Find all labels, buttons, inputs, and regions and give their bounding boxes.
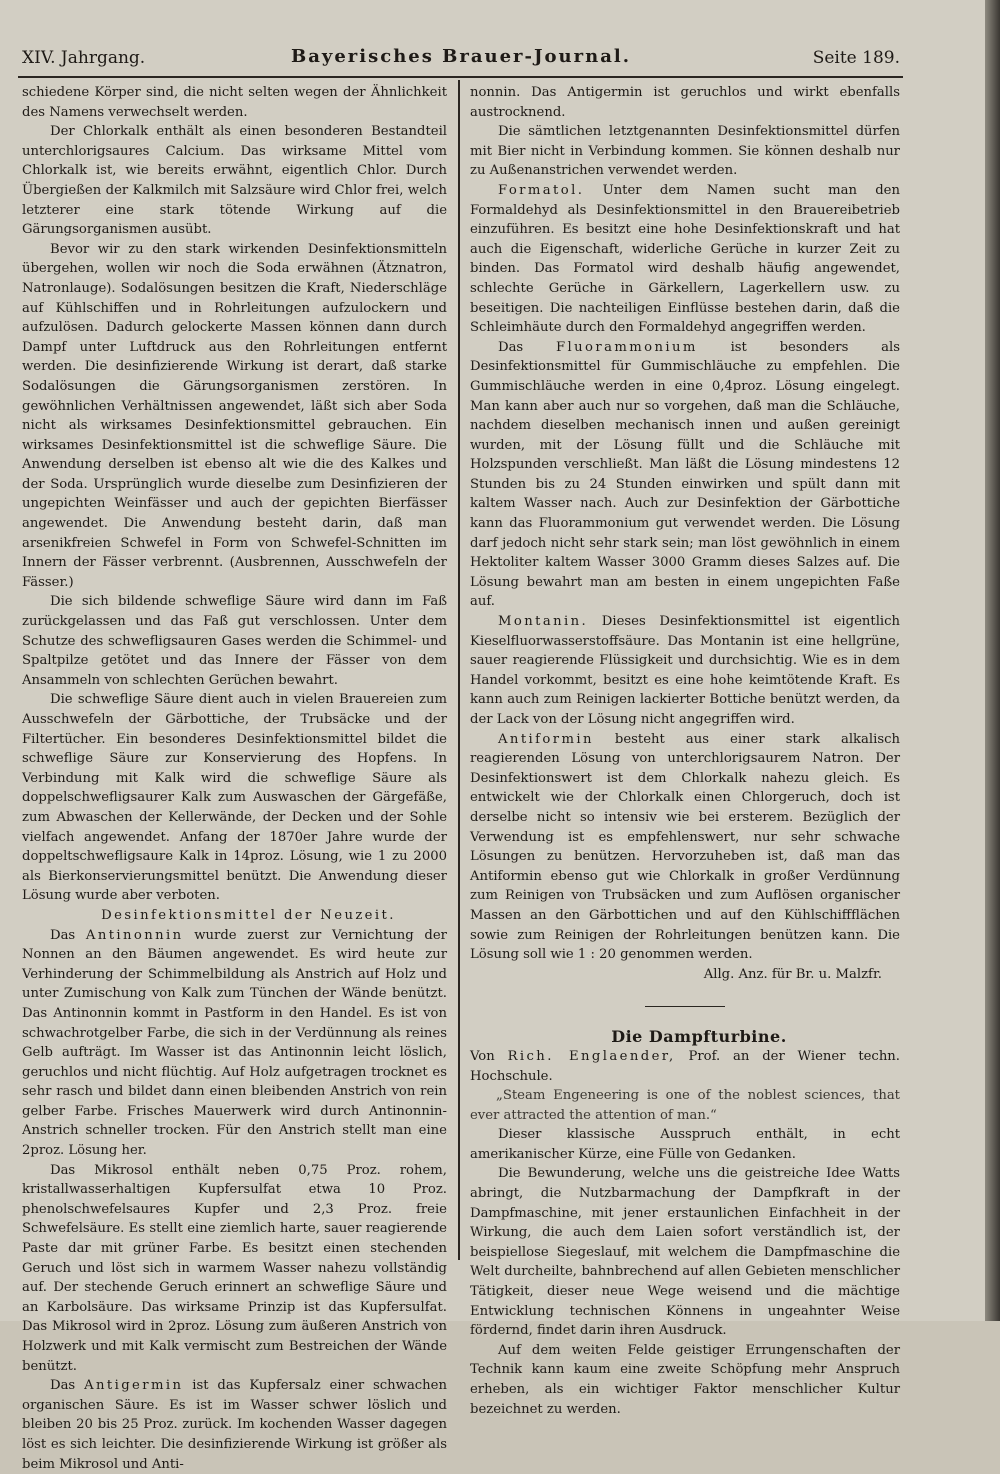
paragraph-lead: Das [50,927,76,943]
right-column [470,83,900,1419]
term-antigermin: Antigermin [84,1378,184,1394]
byline-author: Rich. Englaender, [507,1048,676,1064]
paragraph-lead: Das [50,1378,76,1394]
paragraph-text: besteht aus einer stark alkalisch reagierenden Lösung von unterchlorigsaurem Natron. Der Desinfektionswert ist dem Chlorkalk nahezu gleich. Es entwickelt wie der Chlorkalk einen Chlorgeruch, doch ist derselbe nicht so intensiv wie bei ersterem. Bezüglich der Verwendung ist es empfehlenswert, nur sehr schwache Lösungen zu benützen. Hervorzuheben ist, daß man das Antiformin ebenso gut wie Chlorkalk in großer Verdünnung zum Reinigen von Trubsäcken und zum Auflösen organischer Massen an den Gärbottichen und auf den Kühlschiffflächen sowie zum Reinigen der Rohrleitungen benützen kann. Die Lösung soll wie 1 : 20 genommen werden. [470,731,900,963]
source-signature: Allg. Anz. für Br. u. Malzfr. [703,966,882,982]
paragraph-aussenanstriche: Die sämtlichen letztgenannten Desinfektionsmittel dürfen mit Bier nicht in Verbindung kommen. Sie können deshalb nur zu Außenanstrichen verwendet werden. [470,124,900,179]
volume-label: XIV. Jahrgang. [22,48,146,68]
paragraph: schiedene Körper sind, die nicht selten wegen der Ähnlichkeit des Namens verwechselt werden. [22,85,447,120]
paragraph-montanin [470,612,900,730]
paragraph-formatol [470,181,900,338]
paragraph-ausschwefeln: Die schweflige Säure dient auch in vielen Brauereien zum Ausschwefeln der Gärbottiche, der Trubsäcke und der Filtertücher. Ein besonderes Desinfektionsmittel bildet die schweflige Säure zur Konservierung des Hopfens. In Verbindung mit Kalk wird die schweflige Säure als doppelschwefligsaurer Kalk zum Auswaschen der Gärgefäße, zum Abwaschen der Kellerwände, der Decken und der Sohle vielfach angewendet. Anfang der 1870er Jahre wurde der doppeltschwefligsaure Kalk in 14proz. Lösung, wie 1 zu 2000 als Bierkonservierungsmittel benützt. Die Anwendung dieser Lösung wurde aber verboten. [22,692,447,904]
paragraph-mikrosol: Das Mikrosol enthält neben 0,75 Proz. rohem, kristallwasserhaltigen Kupfersulfat etwa 10 Proz. phenolschwefelsaures Kupfer und 2,3 Proz. freie Schwefelsäure. Es stellt eine ziemlich harte, sauer reagierende Paste dar mit grüner Farbe. Es besitzt einen stechenden Geruch und löst sich in warmem Wasser nahezu vollständig auf. Der stechende Geruch erinnert an schweflige Säure und an Karbolsäure. Das wirksame Prinzip ist das Kupfersulfat. Das Mikrosol wird in 2proz. Lösung zum äußeren Anstrich von Holzwerk und mit Kalk vermischt zum Bestreichen der Wände benützt. [22,1162,447,1374]
epigraph-quote: „Steam Engeneering is one of the noblest sciences, that ever attracted the attention of man.“ [470,1088,900,1123]
page-number: Seite 189. [812,48,900,68]
journal-title: Bayerisches Brauer-Journal. [291,46,631,67]
paragraph-antinonnin [22,926,447,1161]
term-montanin: Montanin. [498,614,589,630]
term-antiformin: Antiformin [498,731,594,747]
paragraph-lead: Das [498,339,524,355]
section-heading: Desinfektionsmittel der Neuzeit. [101,907,396,923]
paragraph-text: ist das Kupfersalz einer schwachen organischen Säure. Es ist im Wasser schwer löslich und bleiben 20 bis 25 Proz. zurück. Im kochenden Wasser dagegen löst es sich leichter. Die desinfizierende Wirkung ist größer als beim Mikrosol und Anti- [22,1378,447,1472]
left-column [22,83,447,1474]
header-rule [18,76,903,78]
paragraph: nonnin. Das Antigermin ist geruchlos und wirkt ebenfalls austrocknend. [470,85,900,120]
term-fluorammonium: Fluorammonium [555,339,698,355]
page-edge-shadow [985,0,1000,1321]
term-formatol: Formatol. [498,182,585,198]
article-divider [645,1006,725,1007]
byline [470,1047,900,1086]
paragraph-schweflige-saeure: Die sich bildende schweflige Säure wird dann im Faß zurückgelassen und das Faß gut verschlossen. Unter dem Schutze des schwefligsauren Gases werden die Schimmel- und Spaltpilze getötet und das Innere der Fässer von dem Ansammeln von schlechten Gerüchen bewahrt. [22,594,447,688]
paragraph-chlorkalk: Der Chlorkalk enthält als einen besonderen Bestandteil unterchlorigsaures Calcium. Das wirksame Mittel vom Chlorkalk ist, wie bereits erwähnt, eigentlich Chlor. Durch Übergießen der Kalkmilch mit Salzsäure wird Chlor frei, welch letzterer eine stark tötende Wirkung auf die Gärungsorganismen ausübt. [22,124,447,238]
paragraph-text: ist besonders als Desinfektionsmittel für Gummischläuche zu empfehlen. Die Gummischläuche werden in eine 0,4proz. Lösung eingelegt. Man kann aber auch nur so vorgehen, daß man die Schläuche, nachdem dieselben mechanisch innen und außen gereinigt wurden, mit der Lösung füllt und die Schläuche mit Holzspunden verschließt. Man läßt die Lösung mindestens 12 Stunden bis zu 24 Stunden einwirken und spült dann mit kaltem Wasser nach. Auch zur Desinfektion der Gärbottiche kann das Fluorammonium gut verwendet werden. Die Lösung darf jedoch nicht sehr stark sein; man löst gewöhnlich in einem Hektoliter kaltem Wasser 3000 Gramm dieses Salzes auf. Die Lösung bewahrt man am besten in einem ungepichten Faße auf. [470,339,900,610]
paragraph-antiformin [470,730,900,965]
paragraph-soda: Bevor wir zu den stark wirkenden Desinfektionsmitteln übergehen, wollen wir noch die Soda erwähnen (Ätznatron, Natronlauge). Sodalösungen besitzen die Kraft, Niederschläge auf Kühlschiffen und in Rohrleitungen aufzulockern und aufzulösen. Dadurch gelockerte Massen können dann durch Dampf unter Luftdruck aus den Rohrleitungen entfernt werden. Die desinfizierende Wirkung ist derart, daß starke Sodalösungen die Gärungsorganismen zerstören. In gewöhnlichen Verhältnissen angewendet, läßt sich aber Soda nicht als wirksames Desinfektionsmittel gebrauchen. Ein wirksames Desinfektionsmittel ist die schweflige Säure. Die Anwendung derselben ist ebenso alt wie die des Kalkes und der Soda. Ursprünglich wurde dieselbe zum Desinfizieren der ungepichten Weinfässer und auch der gepichten Bierfässer angewendet. Die Anwendung besteht darin, daß man arsenikfreien Schwefel in Form von Schwefel-Schnitten im Innern der Fässer verbrennt. (Ausbrennen, Ausschwefeln der Fässer.) [22,241,447,590]
paragraph-text: Unter dem Namen sucht man den Formaldehyd als Desinfektionsmittel in den Brauereibetrieb einzuführen. Es besitzt eine hohe Desinfektionskraft und hat auch die Eigenschaft, widerliche Gerüche in kurzer Zeit zu binden. Das Formatol wird deshalb häufig angewendet, schlechte Gerüche in Gärkellern, Lagerkellern usw. zu beseitigen. Die nachteiligen Einflüsse bestehen darin, daß die Schleimhäute durch den Formaldehyd angegriffen werden. [470,182,900,336]
paragraph-antigermin [22,1376,447,1474]
article-title: Die Dampfturbine. [611,1027,787,1047]
paragraph-fluorammonium [470,338,900,612]
paragraph-technik: Auf dem weiten Felde geistiger Errungenschaften der Technik kann kaum eine zweite Schöpfung mehr Anspruch erheben, als ein wichtiger Faktor menschlicher Kultur bezeichnet zu werden. [470,1342,900,1417]
byline-affiliation: Prof. an der Wiener techn. Hochschule. [470,1048,900,1084]
paragraph-text: Dieses Desinfektionsmittel ist eigentlich Kieselfluorwasserstoffsäure. Das Montanin ist eine hellgrüne, sauer reagierende Flüssigkeit und durchsichtig. Wie es in dem Handel vorkommt, besitzt es eine hohe keimtötende Kraft. Es kann auch zum Reinigen lackierter Bottiche benützt werden, da der Lack von der Lösung nicht angegriffen wird. [470,614,901,727]
column-divider [458,80,460,1260]
paragraph-text: wurde zuerst zur Vernichtung der Nonnen an den Bäumen angewendet. Es wird heute zur Verhinderung der Schimmelbildung als Anstrich auf Holz und unter Zumischung von Kalk zum Tünchen der Wände benützt. Das Antinonnin kommt in Pastform in den Handel. Es ist von schwachrotgelber Farbe, die sich in der Verdünnung als reines Gelb aufträgt. Im Wasser ist das Antinonnin leicht löslich, geruchlos und nicht flüchtig. Auf Holz aufgetragen trocknet es sehr rasch und bildet dann einen bleibenden Anstrich von rein gelber Farbe. Frisches Mauerwerk wird durch Antinonnin-Anstrich schneller trocken. Für den Anstrich stellt man eine 2proz. Lösung her. [22,927,447,1159]
byline-prefix: Von [470,1048,495,1064]
paragraph-watt: Die Bewunderung, welche uns die geistreiche Idee Watts abringt, die Nutzbarmachung der Dampfkraft in der Dampfmaschine, mit jener erstaunlichen Einfachheit in der Wirkung, die auch dem Laien sofort verständlich ist, der beispiellose Siegeslauf, mit welchem die Dampfmaschine die Welt durcheilte, bahnbrechend auf allen Gebieten menschlicher Tätigkeit, dieser neue Wege weisend und die mächtige Entwicklung technischen Könnens in ungeahnter Weise fördernd, findet darin ihren Ausdruck. [470,1166,900,1339]
page-header [22,46,900,76]
term-antinonnin: Antinonnin [85,927,184,943]
paragraph-intro: Dieser klassische Ausspruch enthält, in echt amerikanischer Kürze, eine Fülle von Gedanken. [470,1127,900,1162]
